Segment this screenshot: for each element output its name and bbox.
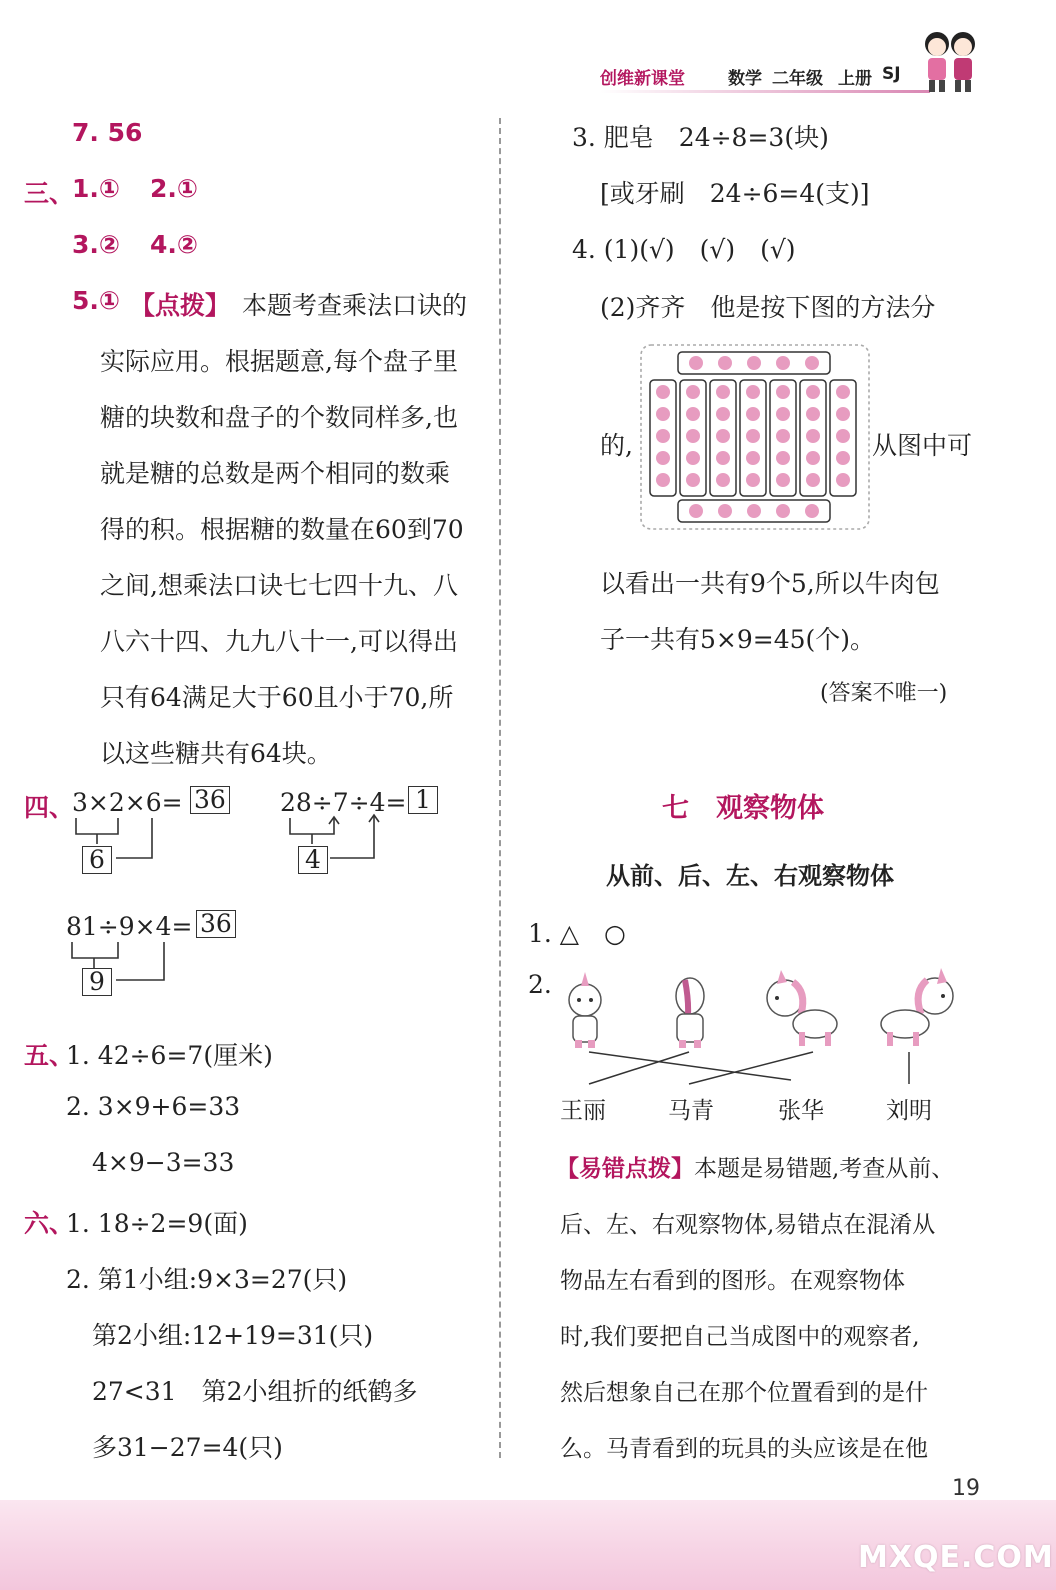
answer-3-1: 1.① (72, 174, 121, 203)
answer-6-2d: 多31−27=4(只) (92, 1433, 283, 1462)
hint-text: 本题考查乘法口诀的 (242, 291, 468, 320)
hint-label: 【点拨】 (130, 291, 231, 320)
answer-6-2b: 第2小组:12+19=31(只) (92, 1321, 374, 1350)
equation-3: 81÷9×4= (66, 912, 193, 941)
answer-7: 7. 56 (72, 118, 143, 147)
answer-3-2: 2.① (150, 174, 199, 203)
lesson-title: 从前、后、左、右观察物体 (606, 862, 894, 890)
unicorn-views-figure (555, 966, 975, 1096)
hint-line-8: 以这些糖共有64块。 (100, 739, 332, 768)
answer-5-1: 1. 42÷6=7(厘米) (66, 1041, 273, 1070)
error-hint-label: 【易错点拨】 (556, 1155, 694, 1182)
equation-1: 3×2×6= (72, 788, 183, 817)
answer-5-2: 2. 3×9+6=33 (66, 1092, 241, 1121)
equation-2-step: 4 (298, 846, 328, 874)
answer-r-3: 3. 肥皂 24÷8=3(块) (572, 123, 829, 152)
answer-3-5: 5.① (72, 286, 121, 315)
section-6-label: 六、 (24, 1209, 75, 1238)
equation-2: 28÷7÷4= (280, 788, 407, 817)
page-number: 19 (952, 1476, 980, 1501)
error-hint-3: 物品左右看到的图形。在观察物体 (560, 1268, 905, 1294)
hint-line-4: 得的积。根据糖的数量在60到70 (100, 515, 464, 544)
section-5-label: 五、 (24, 1041, 75, 1070)
name-liu-ming: 刘明 (886, 1098, 932, 1124)
error-hint-6: 么。马青看到的玩具的头应该是在他 (560, 1436, 928, 1462)
hint-line-7: 只有64满足大于60且小于70,所 (100, 683, 454, 712)
hint-line-6: 八六十四、九九八十一,可以得出 (100, 627, 458, 656)
answer-r-4-text-b: 从图中可 (872, 431, 973, 460)
answer-6-2: 2. 第1小组:9×3=27(只) (66, 1265, 348, 1294)
hint-line-1: 实际应用。根据题意,每个盘子里 (100, 347, 458, 376)
equation-3-step: 9 (82, 968, 112, 996)
name-wang-li: 王丽 (560, 1098, 606, 1124)
answer-note: (答案不唯一) (820, 681, 948, 706)
section-3-label: 三、 (24, 179, 75, 208)
equation-3-answer: 36 (196, 910, 236, 938)
answer-r-4: 4. (1)(√) (√) (√) (572, 235, 796, 264)
header-underline (600, 90, 930, 93)
name-zhang-hua: 张华 (778, 1098, 824, 1124)
watermark: MXQE.COM (858, 1540, 1054, 1575)
answer-r-4-text-d: 子一共有5×9=45(个)。 (600, 625, 876, 654)
answer-q2-label: 2. (528, 970, 552, 999)
error-hint-5: 然后想象自己在那个位置看到的是什 (560, 1380, 928, 1406)
book-title: 创维新课堂 (600, 69, 685, 89)
chapter-title: 七 观察物体 (662, 793, 824, 824)
answer-3-4: 4.② (150, 230, 199, 259)
answer-r-4-text-c: 以看出一共有9个5,所以牛肉包 (600, 569, 940, 598)
subject: 数学 (728, 69, 762, 89)
hint-line-2: 糖的块数和盘子的个数同样多,也 (100, 403, 458, 432)
answer-r-4-text-a: 的, (600, 431, 633, 460)
answer-r-4-2: (2)齐齐 他是按下图的方法分 (600, 293, 936, 322)
error-hint-2: 后、左、右观察物体,易错点在混淆从 (560, 1212, 936, 1238)
kids-mascot-icon (915, 22, 985, 97)
buns-grouping-figure (640, 344, 870, 530)
name-ma-qing: 马青 (668, 1098, 714, 1124)
answer-r-3-alt: [或牙刷 24÷6=4(支)] (600, 179, 870, 208)
answer-5-2b: 4×9−3=33 (92, 1148, 235, 1177)
grade: 二年级 (772, 69, 823, 89)
answer-6-1: 1. 18÷2=9(面) (66, 1209, 248, 1238)
answer-q1: 1. △ ○ (528, 919, 626, 948)
error-hint-1: 本题是易错题,考查从前、 (694, 1156, 955, 1182)
error-hint-4: 时,我们要把自己当成图中的观察者, (560, 1324, 920, 1350)
hint-line-5: 之间,想乘法口诀七七四十九、八 (100, 571, 458, 600)
column-divider (499, 118, 501, 1458)
equation-1-answer: 36 (190, 786, 230, 814)
answer-6-2c: 27<31 第2小组折的纸鹤多 (92, 1377, 418, 1406)
equation-2-answer: 1 (408, 786, 438, 814)
equation-2-bracket (280, 812, 390, 874)
answer-3-3: 3.② (72, 230, 121, 259)
edition: SJ (882, 64, 901, 84)
section-4-label: 四、 (24, 793, 75, 822)
equation-1-step: 6 (82, 846, 112, 874)
hint-line-3: 就是糖的总数是两个相同的数乘 (100, 459, 451, 488)
term: 上册 (838, 69, 872, 89)
